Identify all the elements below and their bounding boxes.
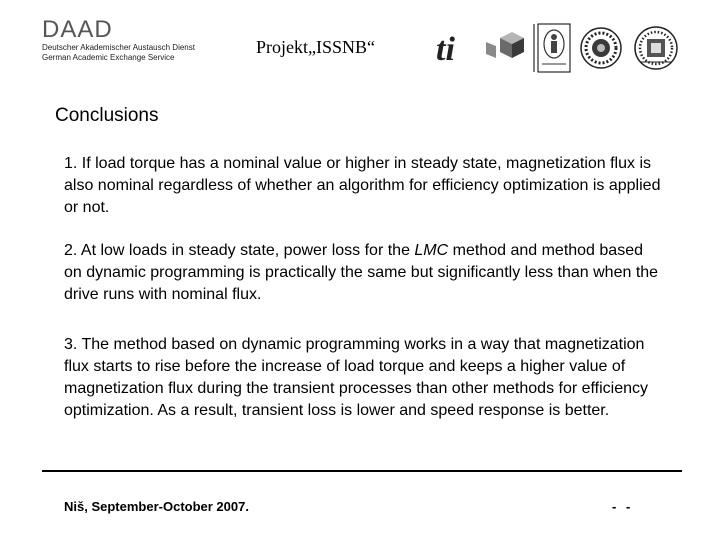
section-title: Conclusions — [55, 105, 159, 126]
daad-logo-text: DAAD — [42, 16, 113, 43]
page-number: - - — [612, 499, 634, 514]
slide-header — [0, 0, 720, 80]
university-seal-icon — [635, 27, 677, 69]
footer-location-date: Niš, September-October 2007. — [64, 499, 249, 514]
round-seal-icon — [581, 28, 621, 68]
project-title: Projekt„ISSNB“ — [256, 37, 375, 57]
partner-logos-graphic — [430, 18, 710, 78]
university-crest-icon — [534, 24, 570, 72]
cube-logo-icon — [486, 32, 524, 58]
conclusion-paragraph-3: 3. The method based on dynamic programming works in a way that magnetization flux starts to rise before the increase of load torque and keeps a higher value of magnetization flux during the transient processes than other methods for efficiency optimization. As a result, transient loss is lower and speed response is better. — [64, 336, 649, 419]
daad-subtitle-german: Deutscher Akademischer Austausch Dienst — [42, 43, 195, 52]
paragraph-2-text-before: 2. At low loads in steady state, power loss for the — [64, 242, 415, 259]
paragraph-2-text-after: method and method based on dynamic programming is practically the same but significantly less than when the drive runs with nominal flux. — [64, 242, 659, 303]
conclusion-paragraph-1: 1. If load torque has a nominal value or higher in steady state, magnetization flux is also nominal regardless of whether an algorithm for efficiency optimization is applied or not. — [64, 155, 661, 216]
tu-logo-icon: ti — [436, 31, 455, 68]
lmc-term: LMC — [414, 242, 449, 259]
daad-subtitle-english: German Academic Exchange Service — [42, 53, 175, 62]
partner-logos — [430, 18, 710, 78]
conclusion-paragraph-2 — [64, 240, 664, 306]
footer-divider — [42, 470, 682, 472]
